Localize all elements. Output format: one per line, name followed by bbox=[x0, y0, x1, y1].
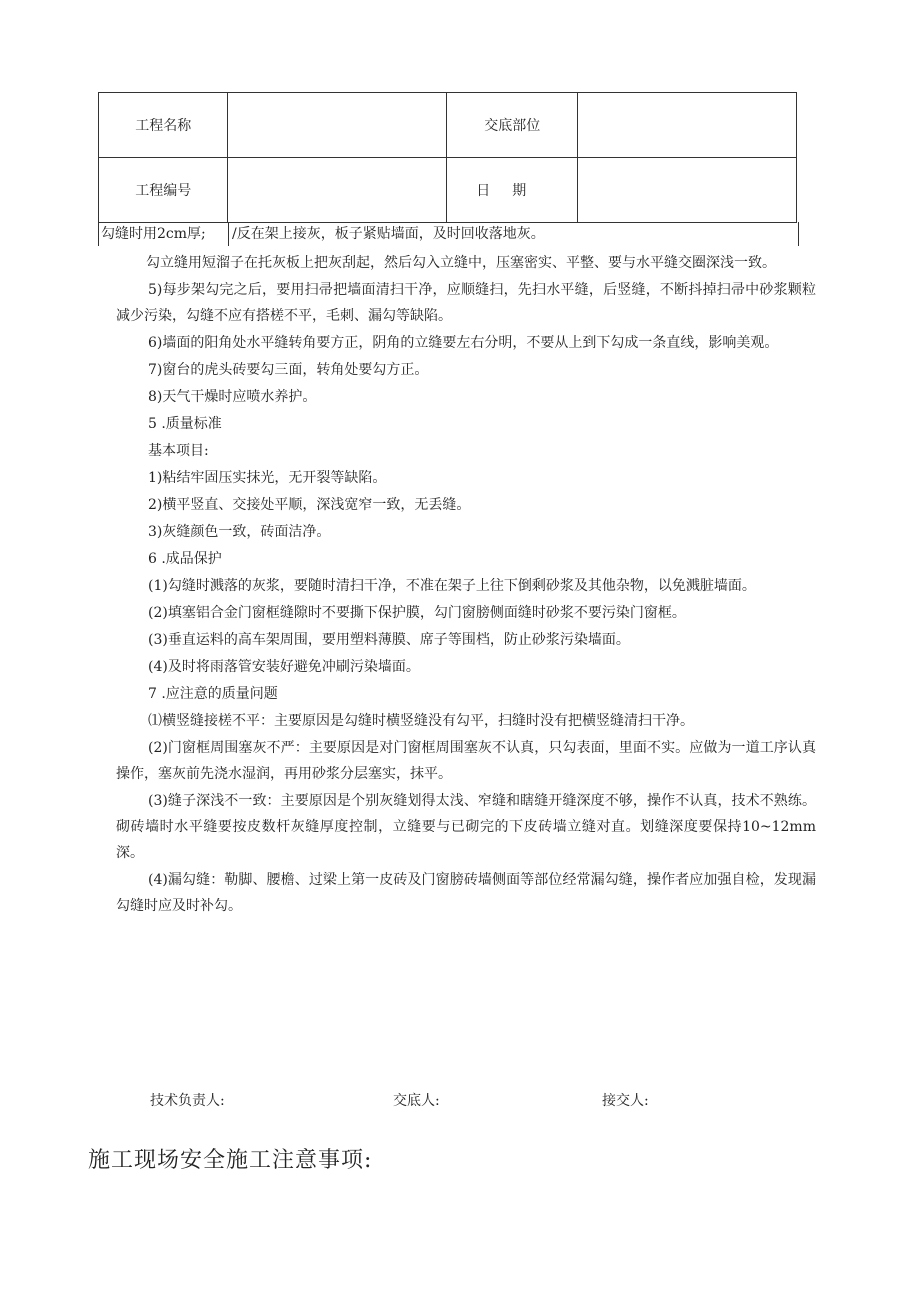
section-heading: 7 .应注意的质量问题 bbox=[148, 686, 278, 702]
signature-discloser: 交底人: bbox=[393, 1093, 440, 1109]
label-disclosure-location: 交底部位 bbox=[447, 93, 578, 158]
label-date: 日期 bbox=[447, 158, 578, 223]
value-project-name bbox=[228, 93, 447, 158]
value-project-number bbox=[228, 158, 447, 223]
fragment-divider bbox=[228, 222, 229, 246]
signature-receiver: 接交人: bbox=[602, 1093, 649, 1109]
fragment-left-text: 勾缝时用2cm厚; bbox=[101, 226, 206, 242]
body-text bbox=[116, 250, 816, 920]
paragraph: 7)窗台的虎头砖要勾三面，转角处要勾方正。 bbox=[148, 362, 429, 378]
paragraph: 8)天气干燥时应喷水养护。 bbox=[148, 389, 317, 405]
paragraph: 勾立缝用短溜子在托灰板上把灰刮起，然后勾入立缝中，压塞密实、平整、要与水平缝交圈深浅一致。 bbox=[146, 255, 776, 271]
subheading: 基本项目: bbox=[148, 443, 209, 459]
truncated-content-row bbox=[98, 222, 799, 246]
list-item: (2)填塞铝合金门窗框缝隙时不要撕下保护膜，勾门窗膀侧面缝时砂浆不要污染门窗框。 bbox=[148, 605, 686, 621]
value-disclosure-location bbox=[578, 93, 797, 158]
list-item: 1)粘结牢固压实抹光，无开裂等缺陷。 bbox=[148, 470, 387, 486]
section-heading: 5 .质量标准 bbox=[148, 416, 222, 432]
label-project-number: 工程编号 bbox=[99, 158, 228, 223]
list-item: 2)横平竖直、交接处平顺，深浅宽窄一致，无丢缝。 bbox=[148, 497, 471, 513]
section-heading: 6 .成品保护 bbox=[148, 551, 222, 567]
header-row-project-number bbox=[99, 158, 797, 223]
list-item: (3)垂直运料的高车架周围，要用塑料薄膜、席子等围档，防止砂浆污染墙面。 bbox=[148, 632, 630, 648]
list-item: 3)灰缝颜色一致，砖面洁净。 bbox=[148, 524, 331, 540]
header-row-project-name bbox=[99, 93, 797, 158]
header-table bbox=[98, 92, 797, 223]
value-date bbox=[578, 158, 797, 223]
paragraph: 5)每步架勾完之后，要用扫帚把墙面清扫干净，应顺缝扫，先扫水平缝，后竖缝，不断抖掉扫帚中砂浆颗粒减少污染，勾缝不应有搭槎不平，毛刺、漏勾等缺陷。 bbox=[116, 282, 816, 324]
paragraph: 6)墙面的阳角处水平缝转角要方正，阴角的立缝要左右分明，不要从上到下勾成一条直线，影响美观。 bbox=[148, 335, 779, 351]
list-item: (1)勾缝时溅落的灰浆，要随时清扫干净，不准在架子上往下倒剩砂浆及其他杂物，以免溅脏墙面。 bbox=[148, 578, 756, 594]
paragraph: (3)缝子深浅不一致：主要原因是个别灰缝划得太浅、窄缝和瞎缝开缝深度不够，操作不认真，技术不熟练。砌砖墙时水平缝要按皮数杆灰缝厚度控制，立缝要与已砌完的下皮砖墙立缝对直。划缝深度要保持10~12mm深。 bbox=[116, 793, 816, 861]
list-item: ⑴横竖缝接槎不平：主要原因是勾缝时横竖缝没有勾平，扫缝时没有把横竖缝清扫干净。 bbox=[148, 713, 694, 729]
signature-tech-lead: 技术负责人: bbox=[150, 1093, 225, 1109]
list-item: (4)及时将雨落管安装好避免冲刷污染墙面。 bbox=[148, 659, 420, 675]
label-project-name: 工程名称 bbox=[99, 93, 228, 158]
signature-row bbox=[0, 1090, 920, 1110]
fragment-right-text: /反在架上接灰，板子紧贴墙面，及时回收落地灰。 bbox=[232, 226, 545, 242]
paragraph: (4)漏勾缝：勒脚、腰檐、过梁上第一皮砖及门窗膀砖墙侧面等部位经常漏勾缝，操作者应加强自检，发现漏勾缝时应及时补勾。 bbox=[116, 872, 816, 914]
safety-section-title: 施工现场安全施工注意事项: bbox=[88, 1148, 373, 1173]
paragraph: (2)门窗框周围塞灰不严：主要原因是对门窗框周围塞灰不认真，只勾表面，里面不实。应做为一道工序认真操作，塞灰前先浇水湿润，再用砂浆分层塞实，抹平。 bbox=[116, 740, 816, 782]
